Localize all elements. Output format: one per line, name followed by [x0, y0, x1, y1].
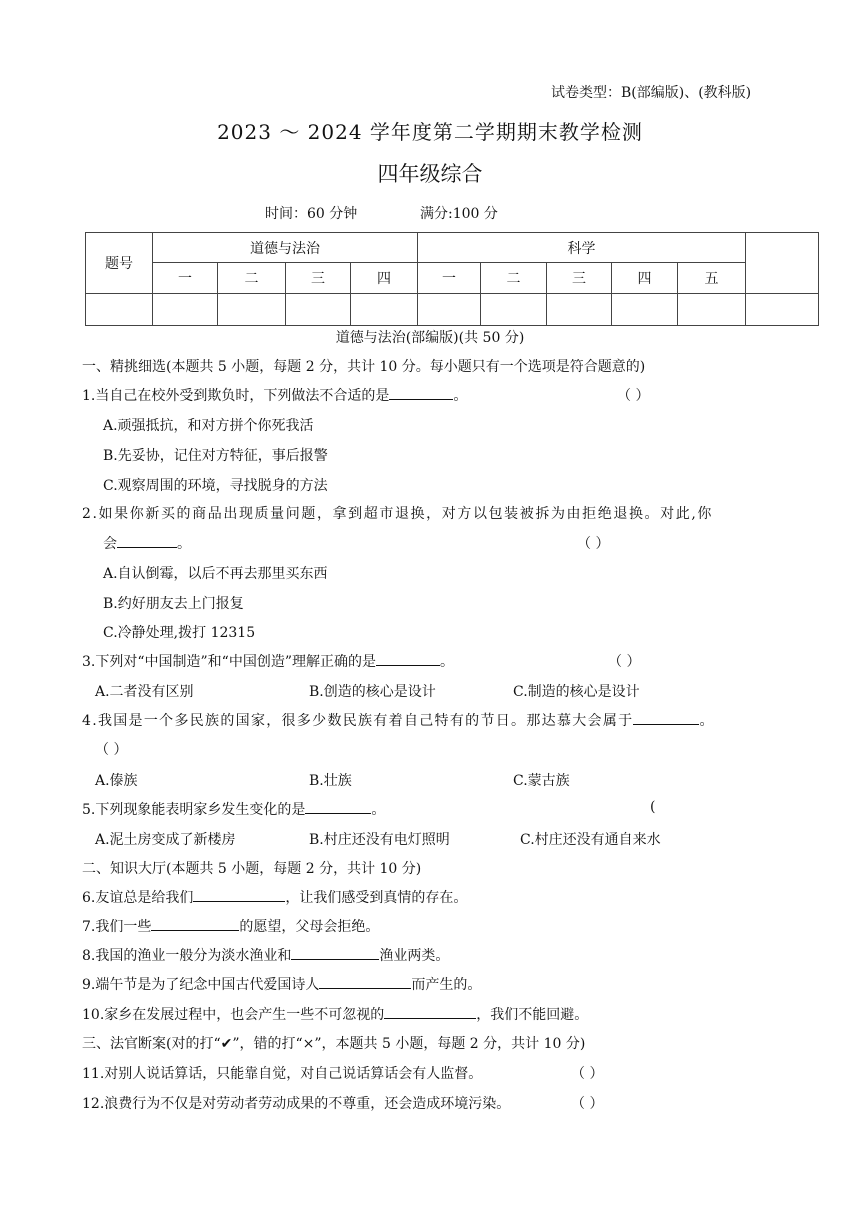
answer-paren[interactable]: （ ） [571, 1096, 604, 1112]
question-12: 12.浪费行为不仅是对劳动者劳动成果的不尊重，还会造成环境污染。 [82, 1096, 511, 1112]
option-c: C.蒙古族 [513, 773, 570, 789]
score-cell[interactable] [746, 294, 819, 326]
answer-blank[interactable] [319, 974, 411, 989]
score-cell[interactable] [86, 294, 153, 326]
exam-title: 2023 ～ 2024 学年度第二学期期末教学检测 [217, 120, 643, 144]
option-a: A.自认倒霉，以后不再去那里买东西 [103, 566, 328, 582]
option-c: C.冷静处理,拨打 12315 [103, 625, 256, 641]
option-c: C.制造的核心是设计 [513, 684, 640, 700]
exam-full-score: 满分:100 分 [420, 206, 498, 222]
question-10: 10.家乡在发展过程中，也会产生一些不可忽视的 ，我们不能回避。 [82, 1004, 588, 1024]
group-header-morality: 道德与法治 [153, 233, 418, 263]
question-2-cont: 会 。 [103, 533, 191, 553]
part3-heading: 三、法官断案(对的打“✔”，错的打“×”，本题共 5 小题，每题 2 分，共计 10 分) [82, 1036, 586, 1052]
option-b: B.壮族 [309, 773, 352, 789]
col-header: 五 [678, 263, 746, 294]
answer-paren[interactable]: （ ） [577, 536, 610, 552]
option-b: B.先妥协，记住对方特征，事后报警 [103, 448, 328, 464]
question-3: 3.下列对“中国制造”和“中国创造”理解正确的是 。 [82, 651, 454, 671]
total-header-cell [746, 233, 819, 294]
col-header: 四 [351, 263, 418, 294]
section-title: 道德与法治(部编版)(共 50 分) [335, 330, 525, 346]
answer-blank[interactable] [384, 1004, 476, 1019]
option-b: B.创造的核心是设计 [309, 684, 436, 700]
score-cell[interactable] [678, 294, 746, 326]
option-a: A.顽强抵抗，和对方拼个你死我活 [103, 418, 314, 434]
col-header: 三 [547, 263, 612, 294]
answer-paren[interactable]: ( [650, 799, 656, 815]
answer-paren[interactable]: （ ） [608, 654, 641, 670]
answer-blank[interactable] [389, 385, 453, 400]
col-header: 二 [218, 263, 286, 294]
score-cell[interactable] [418, 294, 481, 326]
answer-blank[interactable] [193, 887, 285, 902]
score-cell[interactable] [547, 294, 612, 326]
question-7: 7.我们一些 的愿望，父母会拒绝。 [82, 916, 379, 936]
question-5: 5.下列现象能表明家乡发生变化的是 。 [82, 799, 385, 819]
score-cell[interactable] [612, 294, 678, 326]
group-header-science: 科学 [418, 233, 746, 263]
question-2: 2.如果你新买的商品出现质量问题，拿到超市退换，对方以包装被拆为由拒绝退换。对此,你 [82, 506, 714, 522]
answer-paren[interactable]: （ ） [571, 1066, 604, 1082]
option-a: A.泥土房变成了新楼房 [95, 832, 236, 848]
option-c: C.观察周围的环境，寻找脱身的方法 [103, 478, 328, 494]
question-6: 6.友谊总是给我们 ，让我们感受到真情的存在。 [82, 887, 467, 907]
answer-paren[interactable]: （ ） [95, 742, 128, 758]
score-cell[interactable] [481, 294, 547, 326]
question-4: 4.我国是一个多民族的国家，很多少数民族有着自己特有的节日。那达慕大会属于 。 [82, 710, 715, 730]
answer-blank[interactable] [151, 916, 239, 931]
row-header: 题号 [86, 233, 153, 294]
question-8: 8.我国的渔业一般分为淡水渔业和 渔业两类。 [82, 945, 449, 965]
answer-blank[interactable] [305, 799, 371, 814]
score-cell[interactable] [153, 294, 218, 326]
col-header: 二 [481, 263, 547, 294]
option-a: A.傣族 [95, 773, 138, 789]
answer-blank[interactable] [376, 651, 440, 666]
col-header: 一 [418, 263, 481, 294]
col-header: 四 [612, 263, 678, 294]
answer-paren[interactable]: （ ） [617, 388, 650, 404]
part1-heading: 一、精挑细选(本题共 5 小题，每题 2 分，共计 10 分。每小题只有一个选项是符合题意的) [82, 359, 646, 375]
score-cell[interactable] [286, 294, 351, 326]
exam-time: 时间：60 分钟 [265, 206, 358, 222]
option-b: B.村庄还没有电灯照明 [309, 832, 450, 848]
score-cell[interactable] [218, 294, 286, 326]
score-table [85, 232, 819, 326]
answer-blank[interactable] [633, 710, 699, 725]
answer-blank[interactable] [291, 945, 379, 960]
option-a: A.二者没有区别 [95, 684, 194, 700]
exam-subtitle: 四年级综合 [377, 162, 483, 186]
answer-blank[interactable] [117, 533, 177, 548]
col-header: 三 [286, 263, 351, 294]
question-11: 11.对别人说话算话，只能靠自觉，对自己说话算话会有人监督。 [82, 1066, 483, 1082]
question-9: 9.端午节是为了纪念中国古代爱国诗人 而产生的。 [82, 974, 481, 994]
part2-heading: 二、知识大厅(本题共 5 小题，每题 2 分，共计 10 分) [82, 861, 422, 877]
option-c: C.村庄还没有通自来水 [520, 832, 661, 848]
option-b: B.约好朋友去上门报复 [103, 596, 244, 612]
col-header: 一 [153, 263, 218, 294]
score-cell[interactable] [351, 294, 418, 326]
exam-type: 试卷类型：B(部编版)、(教科版) [551, 85, 752, 101]
question-1: 1.当自己在校外受到欺负时，下列做法不合适的是 。 [82, 385, 467, 405]
